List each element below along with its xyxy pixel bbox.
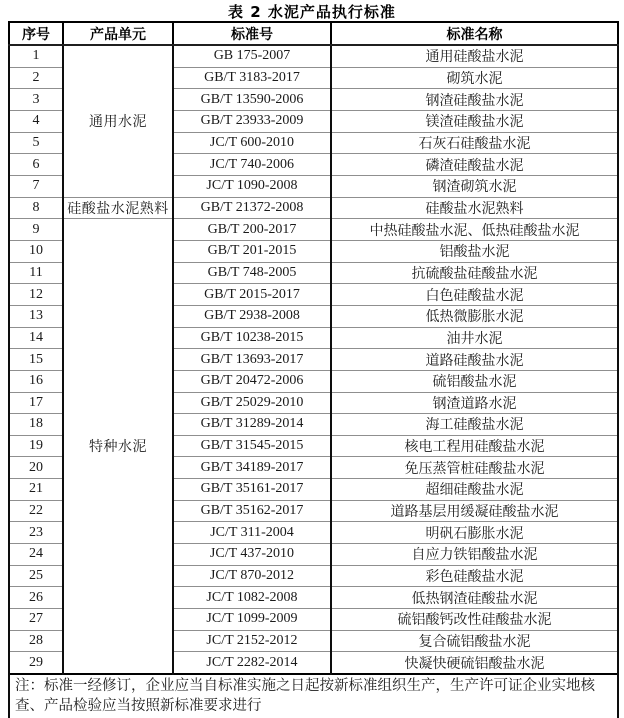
serial-cell: 8 [9, 197, 63, 219]
header-row [9, 22, 618, 45]
standard-number-cell: JC/T 870-2012 [173, 565, 331, 587]
standard-number-cell: JC/T 740-2006 [173, 154, 331, 176]
serial-cell: 19 [9, 435, 63, 457]
table-note: 注：标准一经修订，企业应当自标准实施之日起按新标准组织生产，生产许可证企业实地核查、产品检验应当按照新标准要求进行 [9, 674, 618, 718]
serial-cell: 21 [9, 479, 63, 501]
standard-number-cell: GB/T 10238-2015 [173, 327, 331, 349]
serial-cell: 15 [9, 349, 63, 371]
standard-name-cell: 低热微膨胀水泥 [331, 305, 618, 327]
serial-cell: 13 [9, 305, 63, 327]
standard-number-cell: JC/T 437-2010 [173, 544, 331, 566]
standard-name-cell: 彩色硅酸盐水泥 [331, 565, 618, 587]
serial-cell: 10 [9, 240, 63, 262]
standard-name-cell: 钢渣硅酸盐水泥 [331, 89, 618, 111]
table-row [9, 219, 618, 241]
standard-number-cell: GB/T 35162-2017 [173, 500, 331, 522]
standard-name-cell: 镁渣硅酸盐水泥 [331, 110, 618, 132]
standard-name-cell: 砌筑水泥 [331, 67, 618, 89]
standard-name-cell: 抗硫酸盐硅酸盐水泥 [331, 262, 618, 284]
standard-number-cell: GB/T 13590-2006 [173, 89, 331, 111]
column-header-standard-number: 标准号 [173, 22, 331, 45]
standard-number-cell: JC/T 1099-2009 [173, 609, 331, 631]
standard-name-cell: 超细硅酸盐水泥 [331, 479, 618, 501]
standard-number-cell: GB/T 31545-2015 [173, 435, 331, 457]
product-unit-cell: 硅酸盐水泥熟料 [63, 197, 173, 219]
serial-cell: 1 [9, 45, 63, 67]
standard-name-cell: 核电工程用硅酸盐水泥 [331, 435, 618, 457]
column-header-standard-name: 标准名称 [331, 22, 618, 45]
table-row [9, 197, 618, 219]
standard-name-cell: 低热钢渣硅酸盐水泥 [331, 587, 618, 609]
standard-name-cell: 铝酸盐水泥 [331, 240, 618, 262]
serial-cell: 20 [9, 457, 63, 479]
standard-name-cell: 硅酸盐水泥熟料 [331, 197, 618, 219]
standard-number-cell: JC/T 2282-2014 [173, 652, 331, 674]
standard-name-cell: 钢渣砌筑水泥 [331, 175, 618, 197]
standard-name-cell: 硫铝酸钙改性硅酸盐水泥 [331, 609, 618, 631]
standard-name-cell: 钢渣道路水泥 [331, 392, 618, 414]
serial-cell: 26 [9, 587, 63, 609]
standard-number-cell: JC/T 600-2010 [173, 132, 331, 154]
standard-name-cell: 磷渣硅酸盐水泥 [331, 154, 618, 176]
serial-cell: 22 [9, 500, 63, 522]
serial-cell: 14 [9, 327, 63, 349]
column-header-serial: 序号 [9, 22, 63, 45]
standard-number-cell: GB/T 2015-2017 [173, 284, 331, 306]
serial-cell: 24 [9, 544, 63, 566]
serial-cell: 29 [9, 652, 63, 674]
standard-name-cell: 明矾石膨胀水泥 [331, 522, 618, 544]
standard-name-cell: 自应力铁铝酸盐水泥 [331, 544, 618, 566]
product-unit-cell: 通用水泥 [63, 45, 173, 197]
serial-cell: 12 [9, 284, 63, 306]
standard-number-cell: GB/T 748-2005 [173, 262, 331, 284]
standard-number-cell: GB/T 201-2015 [173, 240, 331, 262]
standard-number-cell: GB/T 35161-2017 [173, 479, 331, 501]
table-row [9, 45, 618, 67]
serial-cell: 23 [9, 522, 63, 544]
standard-number-cell: JC/T 2152-2012 [173, 630, 331, 652]
standard-number-cell: GB/T 20472-2006 [173, 370, 331, 392]
standard-name-cell: 海工硅酸盐水泥 [331, 414, 618, 436]
standard-number-cell: JC/T 311-2004 [173, 522, 331, 544]
standard-number-cell: GB/T 25029-2010 [173, 392, 331, 414]
serial-cell: 25 [9, 565, 63, 587]
serial-cell: 7 [9, 175, 63, 197]
table-title: 表 2 水泥产品执行标准 [228, 3, 396, 21]
serial-cell: 5 [9, 132, 63, 154]
column-header-product-unit: 产品单元 [63, 22, 173, 45]
standard-name-cell: 免压蒸管桩硅酸盐水泥 [331, 457, 618, 479]
serial-cell: 17 [9, 392, 63, 414]
serial-cell: 11 [9, 262, 63, 284]
standard-name-cell: 快凝快硬硫铝酸盐水泥 [331, 652, 618, 674]
standard-name-cell: 石灰石硅酸盐水泥 [331, 132, 618, 154]
standard-number-cell: GB/T 23933-2009 [173, 110, 331, 132]
standard-number-cell: GB/T 21372-2008 [173, 197, 331, 219]
standard-name-cell: 道路硅酸盐水泥 [331, 349, 618, 371]
standard-number-cell: JC/T 1082-2008 [173, 587, 331, 609]
serial-cell: 6 [9, 154, 63, 176]
standard-number-cell: GB/T 31289-2014 [173, 414, 331, 436]
serial-cell: 28 [9, 630, 63, 652]
standard-number-cell: GB 175-2007 [173, 45, 331, 67]
serial-cell: 16 [9, 370, 63, 392]
standard-name-cell: 道路基层用缓凝硅酸盐水泥 [331, 500, 618, 522]
standard-name-cell: 通用硅酸盐水泥 [331, 45, 618, 67]
standard-name-cell: 白色硅酸盐水泥 [331, 284, 618, 306]
standard-number-cell: JC/T 1090-2008 [173, 175, 331, 197]
standards-table [8, 21, 619, 718]
serial-cell: 3 [9, 89, 63, 111]
serial-cell: 27 [9, 609, 63, 631]
standard-name-cell: 中热硅酸盐水泥、低热硅酸盐水泥 [331, 219, 618, 241]
standard-number-cell: GB/T 34189-2017 [173, 457, 331, 479]
product-unit-cell: 特种水泥 [63, 219, 173, 674]
standard-name-cell: 复合硫铝酸盐水泥 [331, 630, 618, 652]
standard-number-cell: GB/T 3183-2017 [173, 67, 331, 89]
standard-name-cell: 硫铝酸盐水泥 [331, 370, 618, 392]
serial-cell: 4 [9, 110, 63, 132]
serial-cell: 18 [9, 414, 63, 436]
serial-cell: 2 [9, 67, 63, 89]
standard-number-cell: GB/T 13693-2017 [173, 349, 331, 371]
standard-number-cell: GB/T 2938-2008 [173, 305, 331, 327]
note-row [9, 674, 618, 718]
standard-number-cell: GB/T 200-2017 [173, 219, 331, 241]
serial-cell: 9 [9, 219, 63, 241]
standard-name-cell: 油井水泥 [331, 327, 618, 349]
